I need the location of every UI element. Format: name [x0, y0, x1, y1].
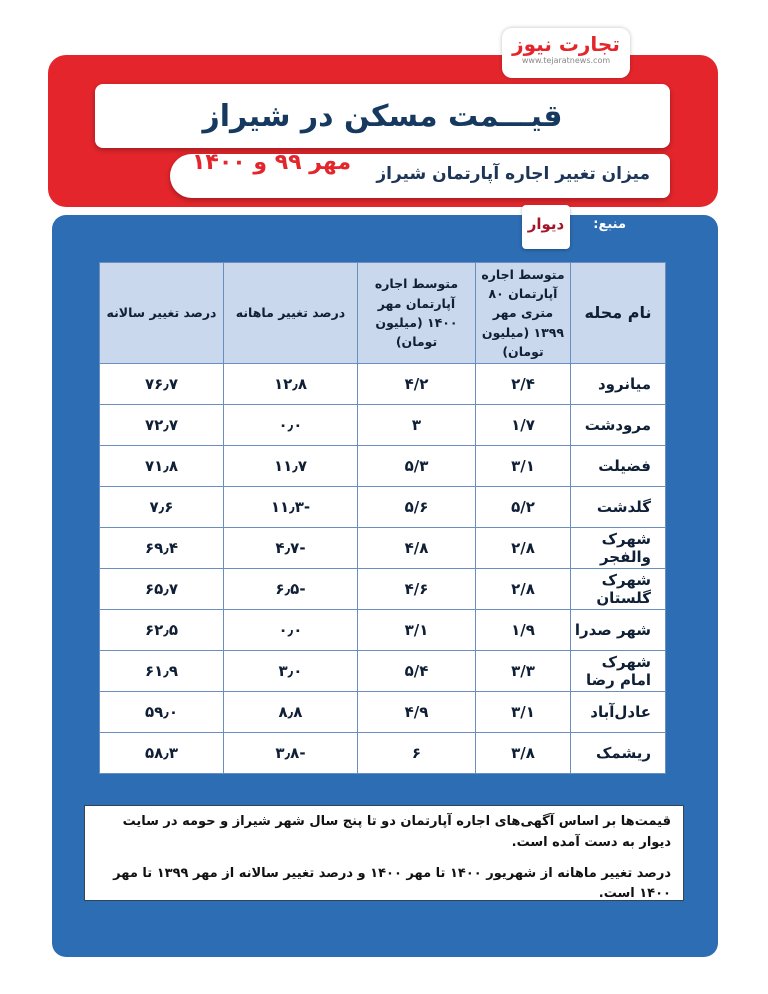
cell-neighborhood: شهرک والفجر: [571, 528, 666, 569]
cell-yearly-change: ۷۶٫۷: [100, 364, 224, 405]
cell-neighborhood: گلدشت: [571, 487, 666, 528]
table-header-row: [100, 263, 666, 364]
cell-rent-1399: ۲/۴: [476, 364, 571, 405]
brand-logo: [502, 28, 630, 78]
table-row: [100, 651, 666, 692]
cell-rent-1400: ۴/۹: [358, 692, 476, 733]
table-row: [100, 610, 666, 651]
cell-monthly-change: ۰٫۰: [224, 405, 358, 446]
cell-rent-1400: ۴/۸: [358, 528, 476, 569]
data-table: [99, 262, 666, 774]
note-period: درصد تغییر ماهانه از شهریور ۱۴۰۰ تا مهر ۱۴۰۰ و درصد تغییر سالانه از مهر ۱۳۹۹ تا مهر ۱۴۰۰ است.: [113, 865, 671, 902]
cell-rent-1399: ۳/۱: [476, 446, 571, 487]
source-label: منبع:: [593, 217, 626, 232]
cell-neighborhood: مرودشت: [571, 405, 666, 446]
cell-rent-1400: ۳/۱: [358, 610, 476, 651]
cell-rent-1400: ۴/۲: [358, 364, 476, 405]
cell-rent-1399: ۱/۹: [476, 610, 571, 651]
table-row: [100, 528, 666, 569]
cell-rent-1399: ۳/۱: [476, 692, 571, 733]
cell-yearly-change: ۶۵٫۷: [100, 569, 224, 610]
brand-url: www.tejaratnews.com: [521, 56, 611, 65]
cell-neighborhood: فضیلت: [571, 446, 666, 487]
cell-yearly-change: ۵۸٫۳: [100, 733, 224, 774]
cell-monthly-change: ۸٫۸: [224, 692, 358, 733]
cell-rent-1399: ۳/۸: [476, 733, 571, 774]
cell-rent-1400: ۴/۶: [358, 569, 476, 610]
cell-monthly-change: ۳٫۰: [224, 651, 358, 692]
cell-monthly-change: -۱۱٫۳: [224, 487, 358, 528]
cell-rent-1399: ۳/۳: [476, 651, 571, 692]
cell-neighborhood: عادل‌آباد: [571, 692, 666, 733]
note-source: قیمت‌ها بر اساس آگهی‌های اجاره آپارتمان دو تا پنج سال شهر شیراز و حومه در سایت دیوار به دست آمده است.: [122, 814, 671, 850]
cell-neighborhood: شهرک امام رضا: [571, 651, 666, 692]
header-neighborhood: نام محله: [571, 263, 666, 364]
cell-neighborhood: ریشمک: [571, 733, 666, 774]
header-rent-1400: متوسط اجاره آپارتمان مهر ۱۴۰۰ (میلیون تومان): [358, 263, 476, 364]
header-rent-1399: متوسط اجاره آپارتمان ۸۰ متری مهر ۱۳۹۹ (میلیون تومان): [476, 263, 571, 364]
cell-yearly-change: ۶۱٫۹: [100, 651, 224, 692]
cell-monthly-change: ۱۱٫۷: [224, 446, 358, 487]
brand-name: تجارت نیوز: [512, 32, 620, 56]
table-row: [100, 569, 666, 610]
cell-yearly-change: ۷۲٫۷: [100, 405, 224, 446]
table-row: [100, 487, 666, 528]
cell-rent-1400: ۵/۶: [358, 487, 476, 528]
cell-monthly-change: ۱۲٫۸: [224, 364, 358, 405]
data-table-container: [100, 262, 666, 773]
cell-monthly-change: ۰٫۰: [224, 610, 358, 651]
cell-neighborhood: شهرک گلستان: [571, 569, 666, 610]
cell-yearly-change: ۵۹٫۰: [100, 692, 224, 733]
source-logo: [522, 205, 570, 249]
table-row: [100, 446, 666, 487]
cell-monthly-change: -۴٫۷: [224, 528, 358, 569]
cell-yearly-change: ۶۹٫۴: [100, 528, 224, 569]
date-label: مهر ۹۹ و ۱۴۰۰: [192, 150, 352, 175]
cell-monthly-change: -۳٫۸: [224, 733, 358, 774]
notes-box: [84, 805, 684, 901]
cell-rent-1400: ۳: [358, 405, 476, 446]
cell-monthly-change: -۶٫۵: [224, 569, 358, 610]
cell-yearly-change: ۶۲٫۵: [100, 610, 224, 651]
cell-rent-1399: ۵/۲: [476, 487, 571, 528]
cell-rent-1400: ۶: [358, 733, 476, 774]
cell-rent-1399: ۲/۸: [476, 528, 571, 569]
header-monthly-change: درصد تغییر ماهانه: [224, 263, 358, 364]
table-row: [100, 405, 666, 446]
cell-rent-1399: ۲/۸: [476, 569, 571, 610]
page-title: قیـــمت مسکن در شیراز: [202, 98, 563, 134]
cell-rent-1400: ۵/۳: [358, 446, 476, 487]
cell-rent-1399: ۱/۷: [476, 405, 571, 446]
cell-neighborhood: شهر صدرا: [571, 610, 666, 651]
cell-neighborhood: میانرود: [571, 364, 666, 405]
table-row: [100, 733, 666, 774]
cell-yearly-change: ۷٫۶: [100, 487, 224, 528]
title-box: [95, 84, 670, 148]
page-subtitle: میزان تغییر اجاره آپارتمان شیراز: [376, 164, 650, 184]
source-name: دیوار: [527, 215, 565, 233]
header-yearly-change: درصد تغییر سالانه: [100, 263, 224, 364]
cell-rent-1400: ۵/۴: [358, 651, 476, 692]
table-row: [100, 364, 666, 405]
cell-yearly-change: ۷۱٫۸: [100, 446, 224, 487]
table-row: [100, 692, 666, 733]
